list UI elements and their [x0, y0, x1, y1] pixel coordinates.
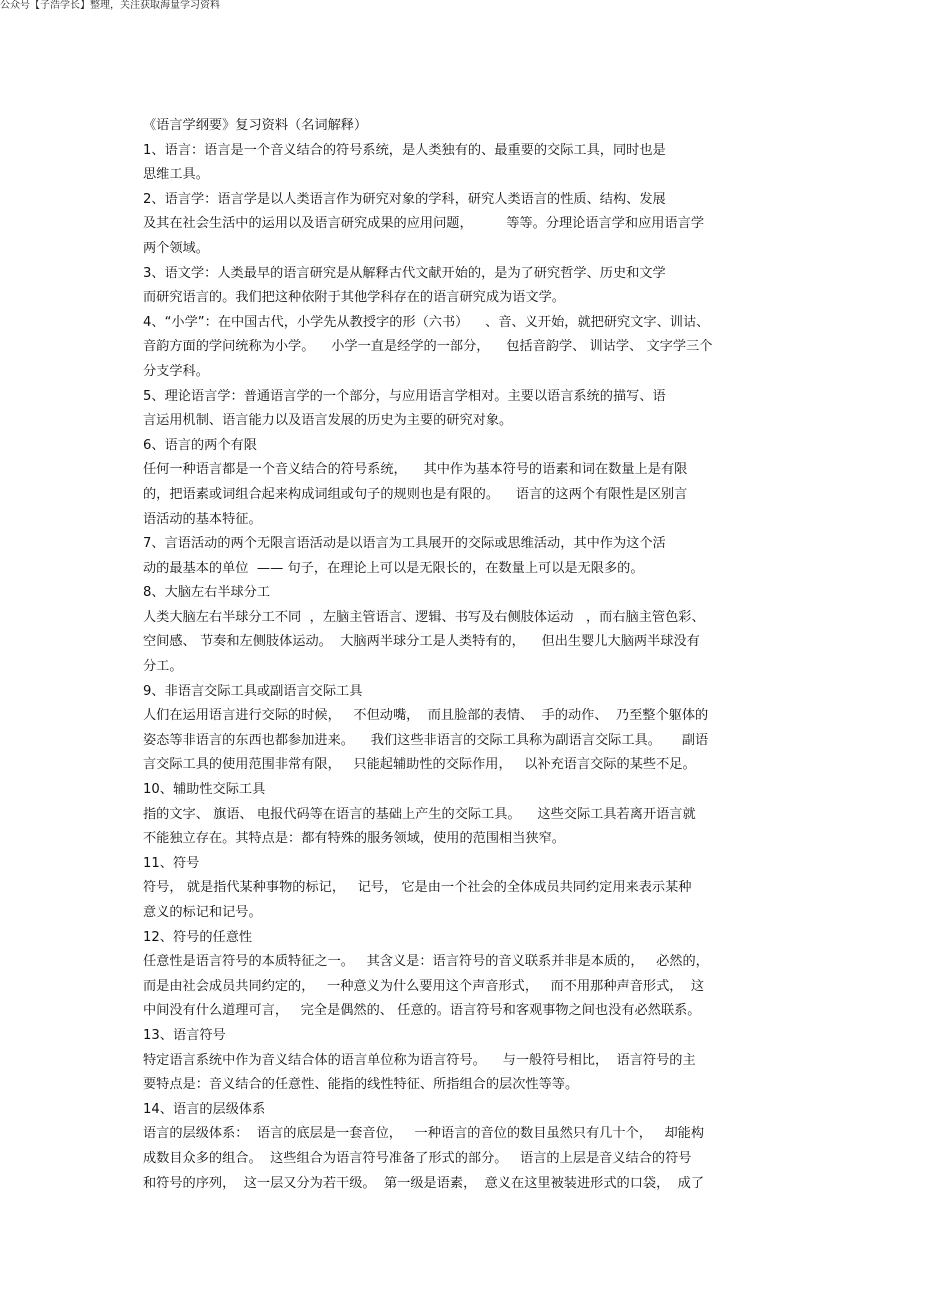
term-entry	[143, 778, 813, 852]
document-title: 《语言学纲要》复习资料（名词解释）	[143, 118, 368, 133]
entry-text-line: 言交际工具的使用范围非常有限， 只能起辅助性的交际作用， 以补充语言交际的某些不足。	[143, 757, 696, 773]
entry-text-line: 分支学科。	[143, 363, 209, 379]
entry-heading-line: 7、言语活动的两个无限言语活动是以语言为工具展开的交际或思维活动，其中作为这个活	[143, 536, 666, 552]
entry-heading-line: 14、语言的层级体系	[143, 1101, 266, 1117]
entry-text-line: 特定语言系统中作为音义结合体的语言单位称为语言符号。 与一般符号相比， 语言符号的主	[143, 1052, 696, 1068]
entry-text-line: 成数目众多的组合。 这些组合为语言符号准备了形式的部分。 语言的上层是音义结合的符号	[143, 1150, 692, 1166]
term-entry	[143, 1098, 813, 1196]
entry-text-line: 两个领域。	[143, 240, 209, 256]
entry-text-line: 指的文字、 旗语、 电报代码等在语言的基础上产生的交际工具。 这些交际工具若离开语言就	[143, 806, 696, 822]
document-body	[143, 114, 813, 1196]
entry-text-line: 空间感、 节奏和左侧肢体运动。 大脑两半球分工是人类特有的， 但出生婴儿大脑两半球没有	[143, 634, 700, 650]
entry-heading-line: 13、语言符号	[143, 1027, 226, 1043]
entry-text-line: 中间没有什么道理可言， 完全是偶然的、 任意的。语言符号和客观事物之间也没有必然联系。	[143, 1003, 701, 1019]
entry-text-line: 语活动的基本特征。	[143, 511, 262, 527]
entry-text-line: 及其在社会生活中的运用以及语言研究成果的应用问题， 等等。分理论语言学和应用语言学	[143, 216, 705, 232]
term-entry	[143, 434, 813, 532]
entry-heading-line: 8、大脑左右半球分工	[143, 585, 271, 601]
term-entry	[143, 188, 813, 262]
entry-heading-line: 6、语言的两个有限	[143, 437, 257, 453]
entry-text-line: 和符号的序列， 这一层又分为若干级。 第一级是语素， 意义在这里被装进形式的口袋， 成了	[143, 1175, 705, 1191]
entry-text-line: 分工。	[143, 659, 183, 675]
entry-heading-line: 3、语文学：人类最早的语言研究是从解释古代文献开始的，是为了研究哲学、历史和文学	[143, 265, 666, 281]
entry-heading-line: 4、“小学”：在中国古代，小学先从教授字的形（六书） 、音、义开始，就把研究文字、训诂、	[143, 314, 710, 330]
entry-text-line: 语言的层级体系： 语言的底层是一套音位， 一种语言的音位的数目虽然只有几十个， 却能构	[143, 1126, 705, 1142]
entry-text-line: 而是由社会成员共同约定的， 一种意义为什么要用这个声音形式， 而不用那种声音形式， 这	[143, 978, 705, 994]
entry-text-line: 任意性是语言符号的本质特征之一。 其含义是：语言符号的音义联系并非是本质的， 必然的，	[143, 954, 709, 970]
entry-text-line: 姿态等非语言的东西也都参加进来。 我们这些非语言的交际工具称为副语言交际工具。 副语	[143, 732, 709, 748]
entry-text-line: 思维工具。	[143, 167, 209, 183]
entry-text-line: 任何一种语言都是一个音义结合的符号系统， 其中作为基本符号的语素和词在数量上是有限	[143, 462, 688, 478]
entry-text-line: 人们在运用语言进行交际的时候， 不但动嘴， 而且脸部的表情、 手的动作、 乃至整个躯体的	[143, 708, 709, 724]
term-entry	[143, 532, 813, 581]
entry-text-line: 言运用机制、语言能力以及语言发展的历史为主要的研究对象。	[143, 413, 513, 429]
entry-heading-line: 12、符号的任意性	[143, 929, 253, 945]
term-entry	[143, 385, 813, 434]
entry-text-line: 意义的标记和记号。	[143, 905, 262, 920]
entry-text-line: 而研究语言的。我们把这种依附于其他学科存在的语言研究成为语文学。	[143, 290, 565, 306]
entry-text-line: 音韵方面的学问统称为小学。 小学一直是经学的一部分， 包括音韵学、 训诂学、 文字学三个	[143, 339, 713, 355]
term-entry	[143, 680, 813, 778]
entry-text-line: 不能独立存在。其特点是：都有特殊的服务领域，使用的范围相当狭窄。	[143, 831, 565, 847]
entry-heading-line: 5、理论语言学：普通语言学的一个部分，与应用语言学相对。主要以语言系统的描写、语	[143, 388, 666, 404]
entry-list	[143, 139, 813, 1197]
entry-text-line: 人类大脑左右半球分工不同 ，左脑主管语言、逻辑、书写及右侧肢体运动 ，而右脑主管色彩、	[143, 609, 705, 625]
entry-heading-line: 1、语言：语言是一个音义结合的符号系统，是人类独有的、最重要的交际工具，同时也是	[143, 142, 666, 158]
entry-heading-line: 10、辅助性交际工具	[143, 782, 266, 798]
header-watermark: 公众号【子浩学长】整理，关注获取海量学习资料	[0, 0, 220, 11]
term-entry	[143, 581, 813, 679]
term-entry	[143, 1024, 813, 1098]
entry-text-line: 要特点是：音义结合的任意性、能指的线性特征、所指组合的层次性等等。	[143, 1077, 579, 1093]
entry-text-line: 的，把语素或词组合起来构成词组或句子的规则也是有限的。 语言的这两个有限性是区别言	[143, 486, 688, 502]
term-entry	[143, 262, 813, 311]
entry-heading-line: 9、非语言交际工具或副语言交际工具	[143, 683, 363, 699]
entry-heading-line: 11、符号	[143, 855, 200, 871]
term-entry	[143, 852, 813, 926]
term-entry	[143, 311, 813, 385]
term-entry	[143, 139, 813, 188]
entry-text-line: 符号， 就是指代某种事物的标记， 记号， 它是由一个社会的全体成员共同约定用来表示某种	[143, 880, 692, 896]
term-entry	[143, 926, 813, 1024]
entry-text-line: 动的最基本的单位 —— 句子，在理论上可以是无限长的，在数量上可以是无限多的。	[143, 560, 644, 576]
entry-heading-line: 2、语言学：语言学是以人类语言作为研究对象的学科，研究人类语言的性质、结构、发展	[143, 191, 666, 207]
